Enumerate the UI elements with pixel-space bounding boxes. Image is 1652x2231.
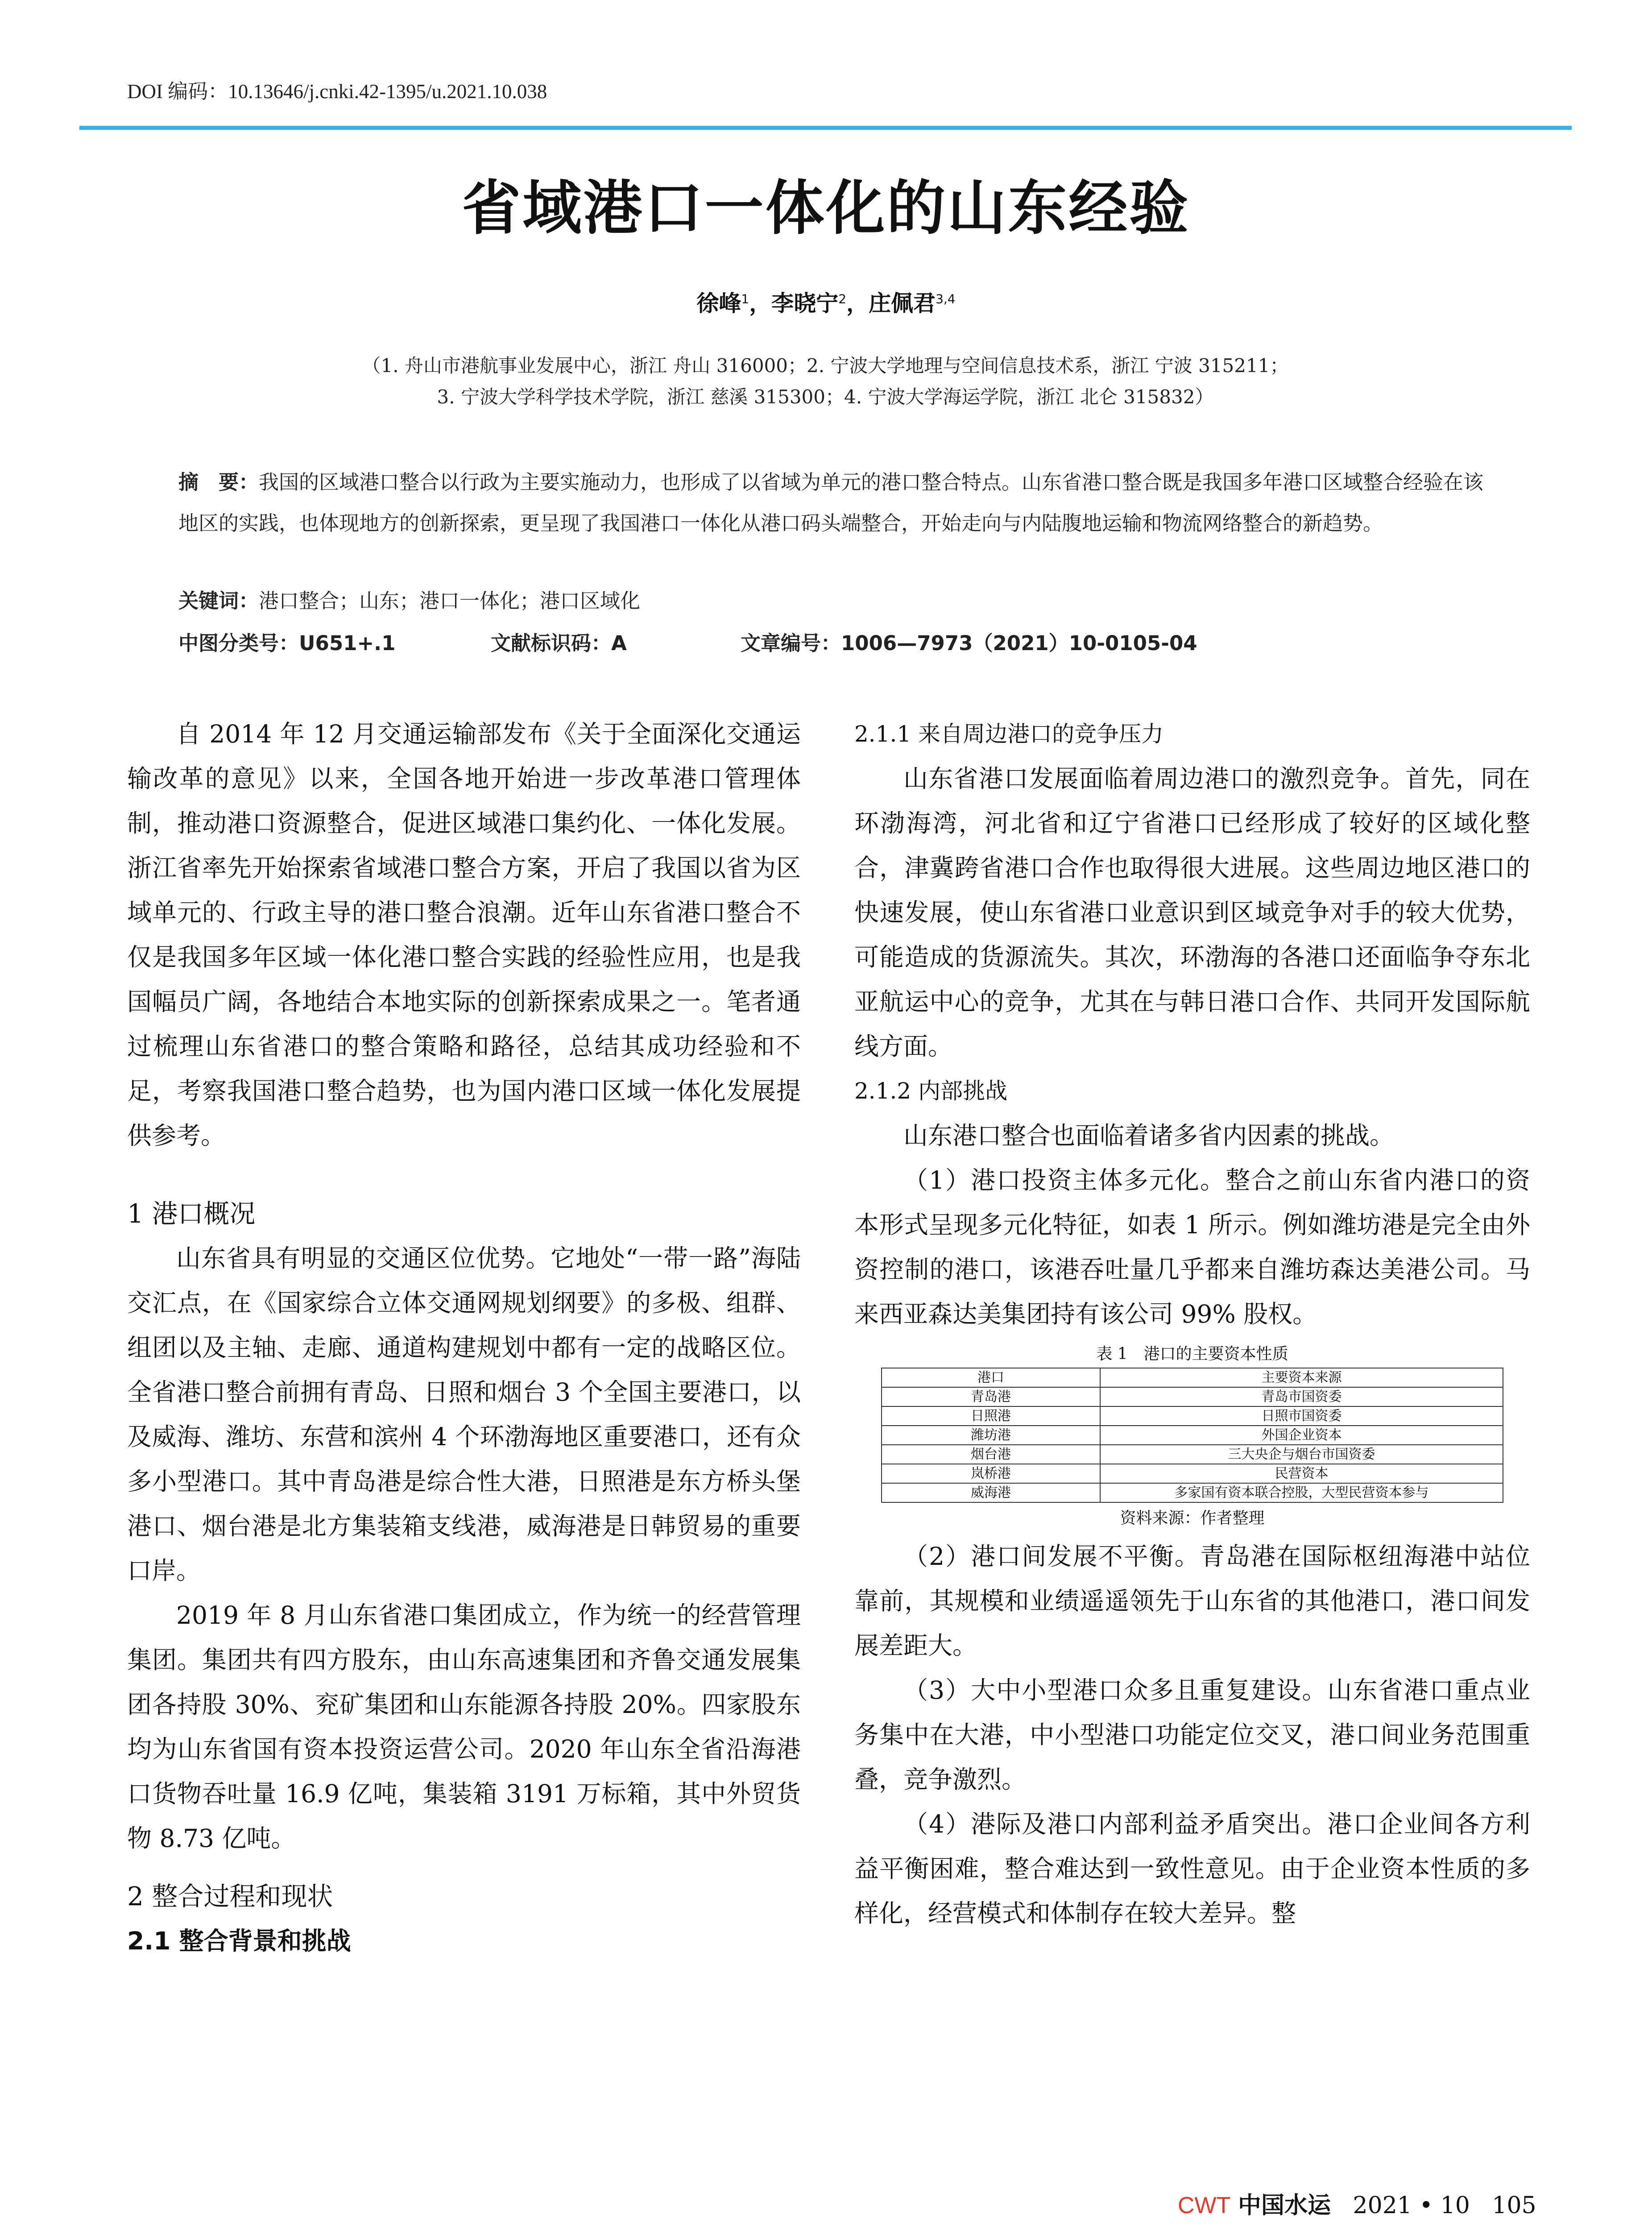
author-sup: 2	[838, 291, 847, 307]
table-cell: 青岛市国资委	[1100, 1387, 1503, 1406]
subsubsection-heading: 2.1.2 内部挑战	[854, 1078, 1008, 1104]
abstract-text: 我国的区域港口整合以行政为主要实施动力，也形成了以省域为单元的港口整合特点。山东省港口整合既是我国多年港口区域整合经验在该地区的实践，也体现地方的创新探索，更呈现了我国港口一体化从港口码头端整合，开始走向与内陆腹地运输和物流网络整合的新趋势。	[178, 470, 1484, 535]
affiliation-line: （1. 舟山市港航事业发展中心，浙江 舟山 316000；2. 宁波大学地理与空间信息技术系，浙江 宁波 315211；	[362, 355, 1289, 377]
abstract-label: 摘 要：	[178, 470, 259, 494]
table-header-cell: 港口	[882, 1368, 1100, 1387]
paragraph: 2019 年 8 月山东省港口集团成立，作为统一的经营管理集团。集团共有四方股东，由山东高速集团和齐鲁交通发展集团各持股 30%、兖矿集团和山东能源各持股 20%。四家股东均为山东省国有资本投资运营公司。2020 年山东全省沿海港口货物吞吐量 16.9 亿吨，集装箱 3191 万标箱，其中外贸货物 8.73 亿吨。	[127, 1601, 801, 1853]
doi-line: DOI 编码：10.13646/j.cnki.42-1395/u.2021.10.038	[127, 80, 547, 103]
subsubsection-heading: 2.1.1 来自周边港口的竞争压力	[854, 721, 1164, 747]
table-row	[882, 1426, 1503, 1445]
keywords-label: 关键词：	[178, 589, 259, 613]
paragraph: （3）大中小型港口众多且重复建设。山东省港口重点业务集中在大港，中小型港口功能定位交叉，港口间业务范围重叠，竞争激烈。	[854, 1676, 1530, 1794]
section-heading: 2 整合过程和现状	[127, 1881, 333, 1912]
keywords-text: 港口整合；山东；港口一体化；港口区域化	[259, 589, 641, 613]
affiliation-line: 3. 宁波大学科学技术学院，浙江 慈溪 315300；4. 宁波大学海运学院，浙江 北仑 315832）	[437, 386, 1214, 408]
paragraph: （4）港际及港口内部利益矛盾突出。港口企业间各方利益平衡困难，整合难达到一致性意见。由于企业资本性质的多样化，经营模式和体制存在较大差异。整	[854, 1810, 1530, 1928]
author-line: 徐峰$^1$，李晓宁$^2$，庄佩君$^{3,4}$	[696, 290, 956, 316]
affiliations	[147, 350, 1503, 413]
issue-number: 2021 • 10	[1353, 2192, 1470, 2219]
table-cell: 日照市国资委	[1100, 1406, 1503, 1426]
paragraph: （2）港口间发展不平衡。青岛港在国际枢纽海港中站位靠前，其规模和业绩遥遥领先于山东省的其他港口，港口间发展差距大。	[854, 1542, 1530, 1660]
paper-title: 省域港口一体化的山东经验	[462, 174, 1190, 243]
table-cell: 外国企业资本	[1100, 1426, 1503, 1445]
abstract	[178, 462, 1486, 544]
right-column	[854, 712, 1530, 1936]
table-row	[882, 1464, 1503, 1483]
author-sup: 1	[741, 291, 749, 307]
table-cell: 三大央企与烟台市国资委	[1100, 1445, 1503, 1464]
table-cell: 岚桥港	[882, 1464, 1100, 1483]
capital-table	[881, 1368, 1503, 1503]
table-source: 资料来源：作者整理	[1120, 1509, 1265, 1527]
header-rule	[79, 126, 1572, 130]
table-row	[882, 1406, 1503, 1426]
table-cell: 烟台港	[882, 1445, 1100, 1464]
table-header-row	[882, 1368, 1503, 1387]
paragraph: 自 2014 年 12 月交通运输部发布《关于全面深化交通运输改革的意见》以来，全国各地开始进一步改革港口管理体制，推动港口资源整合，促进区域港口集约化、一体化发展。浙江省率先开始探索省域港口整合方案，开启了我国以省为区域单元的、行政主导的港口整合浪潮。近年山东省港口整合不仅是我国多年区域一体化港口整合实践的经验性应用，也是我国幅员广阔，各地结合本地实际的创新探索成果之一。笔者通过梳理山东省港口的整合策略和路径，总结其成功经验和不足，考察我国港口整合趋势，也为国内港口区域一体化发展提供参考。	[127, 720, 801, 1150]
table-cell: 潍坊港	[882, 1426, 1100, 1445]
left-column	[127, 712, 801, 1963]
author-name: 庄佩君	[869, 290, 936, 316]
table-cell: 青岛港	[882, 1387, 1100, 1406]
table-cell: 多家国有资本联合控股，大型民营资本参与	[1100, 1483, 1503, 1502]
classification-line	[178, 627, 1197, 656]
table-row	[882, 1483, 1503, 1502]
journal-brand: CWT	[1178, 2193, 1231, 2219]
subsection-heading: 2.1 整合背景和挑战	[127, 1927, 351, 1955]
table-cell: 日照港	[882, 1406, 1100, 1426]
table-caption: 表 1 港口的主要资本性质	[1096, 1345, 1288, 1363]
table-row	[882, 1445, 1503, 1464]
journal-name: 中国水运	[1238, 2192, 1331, 2219]
paragraph: 山东省具有明显的交通区位优势。它地处“一带一路”海陆交汇点，在《国家综合立体交通网规划纲要》的多极、组群、组团以及主轴、走廊、通道构建规划中都有一定的战略区位。全省港口整合前拥有青岛、日照和烟台 3 个全国主要港口，以及威海、潍坊、东营和滨州 4 个环渤海地区重要港口，还有众多小型港口。其中青岛港是综合性大港，日照港是东方桥头堡港口、烟台港是北方集装箱支线港，威海港是日韩贸易的重要口岸。	[127, 1244, 801, 1585]
paragraph: 山东省港口发展面临着周边港口的激烈竞争。首先，同在环渤海湾，河北省和辽宁省港口已经形成了较好的区域化整合，津冀跨省港口合作也取得很大进展。这些周边地区港口的快速发展，使山东省港口业意识到区域竞争对手的较大优势，可能造成的货源流失。其次，环渤海的各港口还面临争夺东北亚航运中心的竞争，尤其在与韩日港口合作、共同开发国际航线方面。	[854, 764, 1530, 1061]
paragraph: 山东港口整合也面临着诸多省内因素的挑战。	[903, 1121, 1395, 1150]
section-heading: 1 港口概况	[127, 1198, 256, 1229]
keywords	[178, 585, 640, 614]
author-sup: 3,4	[936, 291, 956, 307]
table-cell: 威海港	[882, 1483, 1100, 1502]
author-name: 徐峰	[696, 290, 741, 316]
doc-code: 文献标识码：A	[491, 631, 627, 655]
table-row	[882, 1387, 1503, 1406]
article-number: 文章编号：1006—7973（2021）10-0105-04	[741, 631, 1197, 655]
table-header-cell: 主要资本来源	[1100, 1368, 1503, 1387]
author-name: 李晓宁	[771, 290, 839, 316]
paragraph: （1）港口投资主体多元化。整合之前山东省内港口的资本形式呈现多元化特征，如表 1 所示。例如潍坊港是完全由外资控制的港口，该港吞吐量几乎都来自潍坊森达美港公司。马来西亚森达美集团持有该公司 99% 股权。	[854, 1166, 1530, 1328]
page-footer	[1178, 2186, 1536, 2220]
page-number: 105	[1492, 2192, 1536, 2219]
clc-code: 中图分类号：U651+.1	[178, 631, 396, 655]
table-cell: 民营资本	[1100, 1464, 1503, 1483]
